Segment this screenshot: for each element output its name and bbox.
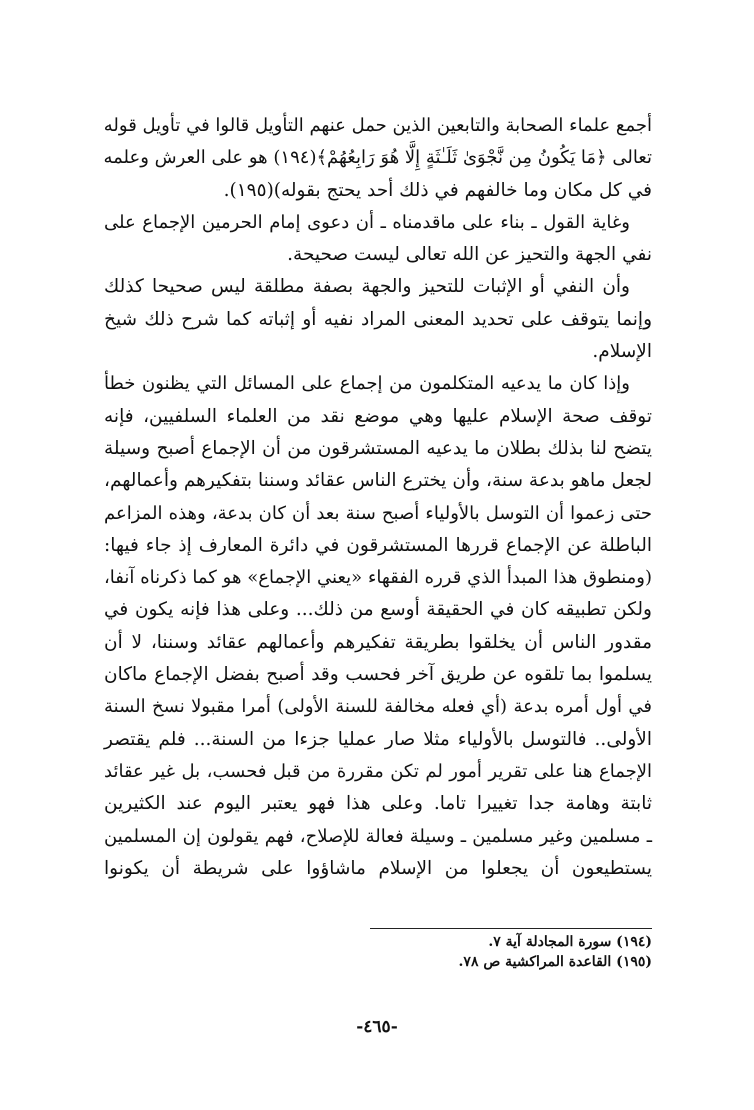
page-number: -٤٦٥- <box>356 1017 398 1037</box>
text-line: وأن النفي أو الإثبات للتحيز والجهة بصفة مطلقة ليس صحيحا كذلك <box>104 276 630 298</box>
text-line: لجعل ماهو بدعة سنة، وأن يخترع الناس عقائد وسننا بتفكيرهم وأعمالهم، <box>104 470 652 492</box>
text-line: تعالى ﴿مَا يَكُونُ مِن نَّجْوَىٰ ثَلَـٰثَةٍ إِلَّا هُوَ رَابِعُهُمْ﴾(١٩٤) هو على العرش وعلمه <box>103 147 652 169</box>
footnote-divider <box>370 928 652 929</box>
text-line: نفي الجهة والتحيز عن الله تعالى ليست صحيحة. <box>287 244 652 266</box>
text-line: الأولى.. فالتوسل بالأولياء مثلا صار عمليا جزءا من السنة... فلم يقتصر <box>104 728 652 750</box>
text-line: ـ مسلمين وغير مسلمين ـ وسيلة فعالة للإصلاح، فهم يقولون إن المسلمين <box>104 825 652 847</box>
footnote: (١٩٥) القاعدة المراكشية ص ٧٨. <box>458 954 652 970</box>
body-text <box>104 110 652 885</box>
footnote: (١٩٤) سورة المجادلة آية ٧. <box>488 934 652 950</box>
text-line: (ومنطوق هذا المبدأ الذي قرره الفقهاء «يعني الإجماع» هو كما ذكرناه آنفا، <box>104 567 652 589</box>
text-line: في أول أمره بدعة (أي فعله مخالفة للسنة الأولى) أمرا مقبولا نسخ السنة <box>104 696 652 718</box>
text-line: وإذا كان ما يدعيه المتكلمون من إجماع على المسائل التي يظنون خطأ <box>104 373 630 395</box>
text-line: ثابتة وهامة جدا تغييرا تاما. وعلى هذا فهو يعتبر اليوم عند الكثيرين <box>104 793 652 815</box>
text-line: يسلموا بما تلقوه عن طريق آخر فحسب وقد أصبح بفضل الإجماع ماكان <box>104 664 652 686</box>
text-line: أجمع علماء الصحابة والتابعين الذين حمل عنهم التأويل قالوا في تأويل قوله <box>103 115 652 136</box>
text-line: الإسلام. <box>592 341 652 363</box>
text-line: الإجماع هنا على تقرير أمور لم تكن مقررة من قبل فحسب، بل غير عقائد <box>104 760 652 782</box>
text-line: يتضح لنا بذلك بطلان ما يدعيه المستشرقون من أن الإجماع أصبح وسيلة <box>104 437 652 459</box>
text-line: وغاية القول ـ بناء على ماقدمناه ـ أن دعوى إمام الحرمين الإجماع على <box>104 211 630 233</box>
text-line: مقدور الناس أن يخلقوا بطريقة تفكيرهم وأعمالهم عقائد وسننا، لا أن <box>104 631 652 653</box>
text-line: ولكن تطبيقه كان في الحقيقة أوسع من ذلك... وعلى هذا فإنه يكون في <box>104 599 652 621</box>
text-line: الباطلة عن الإجماع قررها المستشرقون في دائرة المعارف إذ جاء فيها: <box>104 534 652 556</box>
text-line: توقف صحة الإسلام عليها وهي موضع نقد من العلماء السلفيين، فإنه <box>104 405 652 427</box>
text-line: حتى زعموا أن التوسل بالأولياء أصبح سنة بعد أن كان بدعة، وهذه المزاعم <box>104 502 652 524</box>
footnotes <box>300 932 652 972</box>
text-line: يستطيعون أن يجعلوا من الإسلام ماشاؤوا على شريطة أن يكونوا <box>104 857 652 879</box>
text-line: في كل مكان وما خالفهم في ذلك أحد يحتج بقوله)(١٩٥). <box>223 179 652 201</box>
text-line: وإنما يتوقف على تحديد المعنى المراد نفيه أو إثباته كما شرح ذلك شيخ <box>104 308 652 330</box>
